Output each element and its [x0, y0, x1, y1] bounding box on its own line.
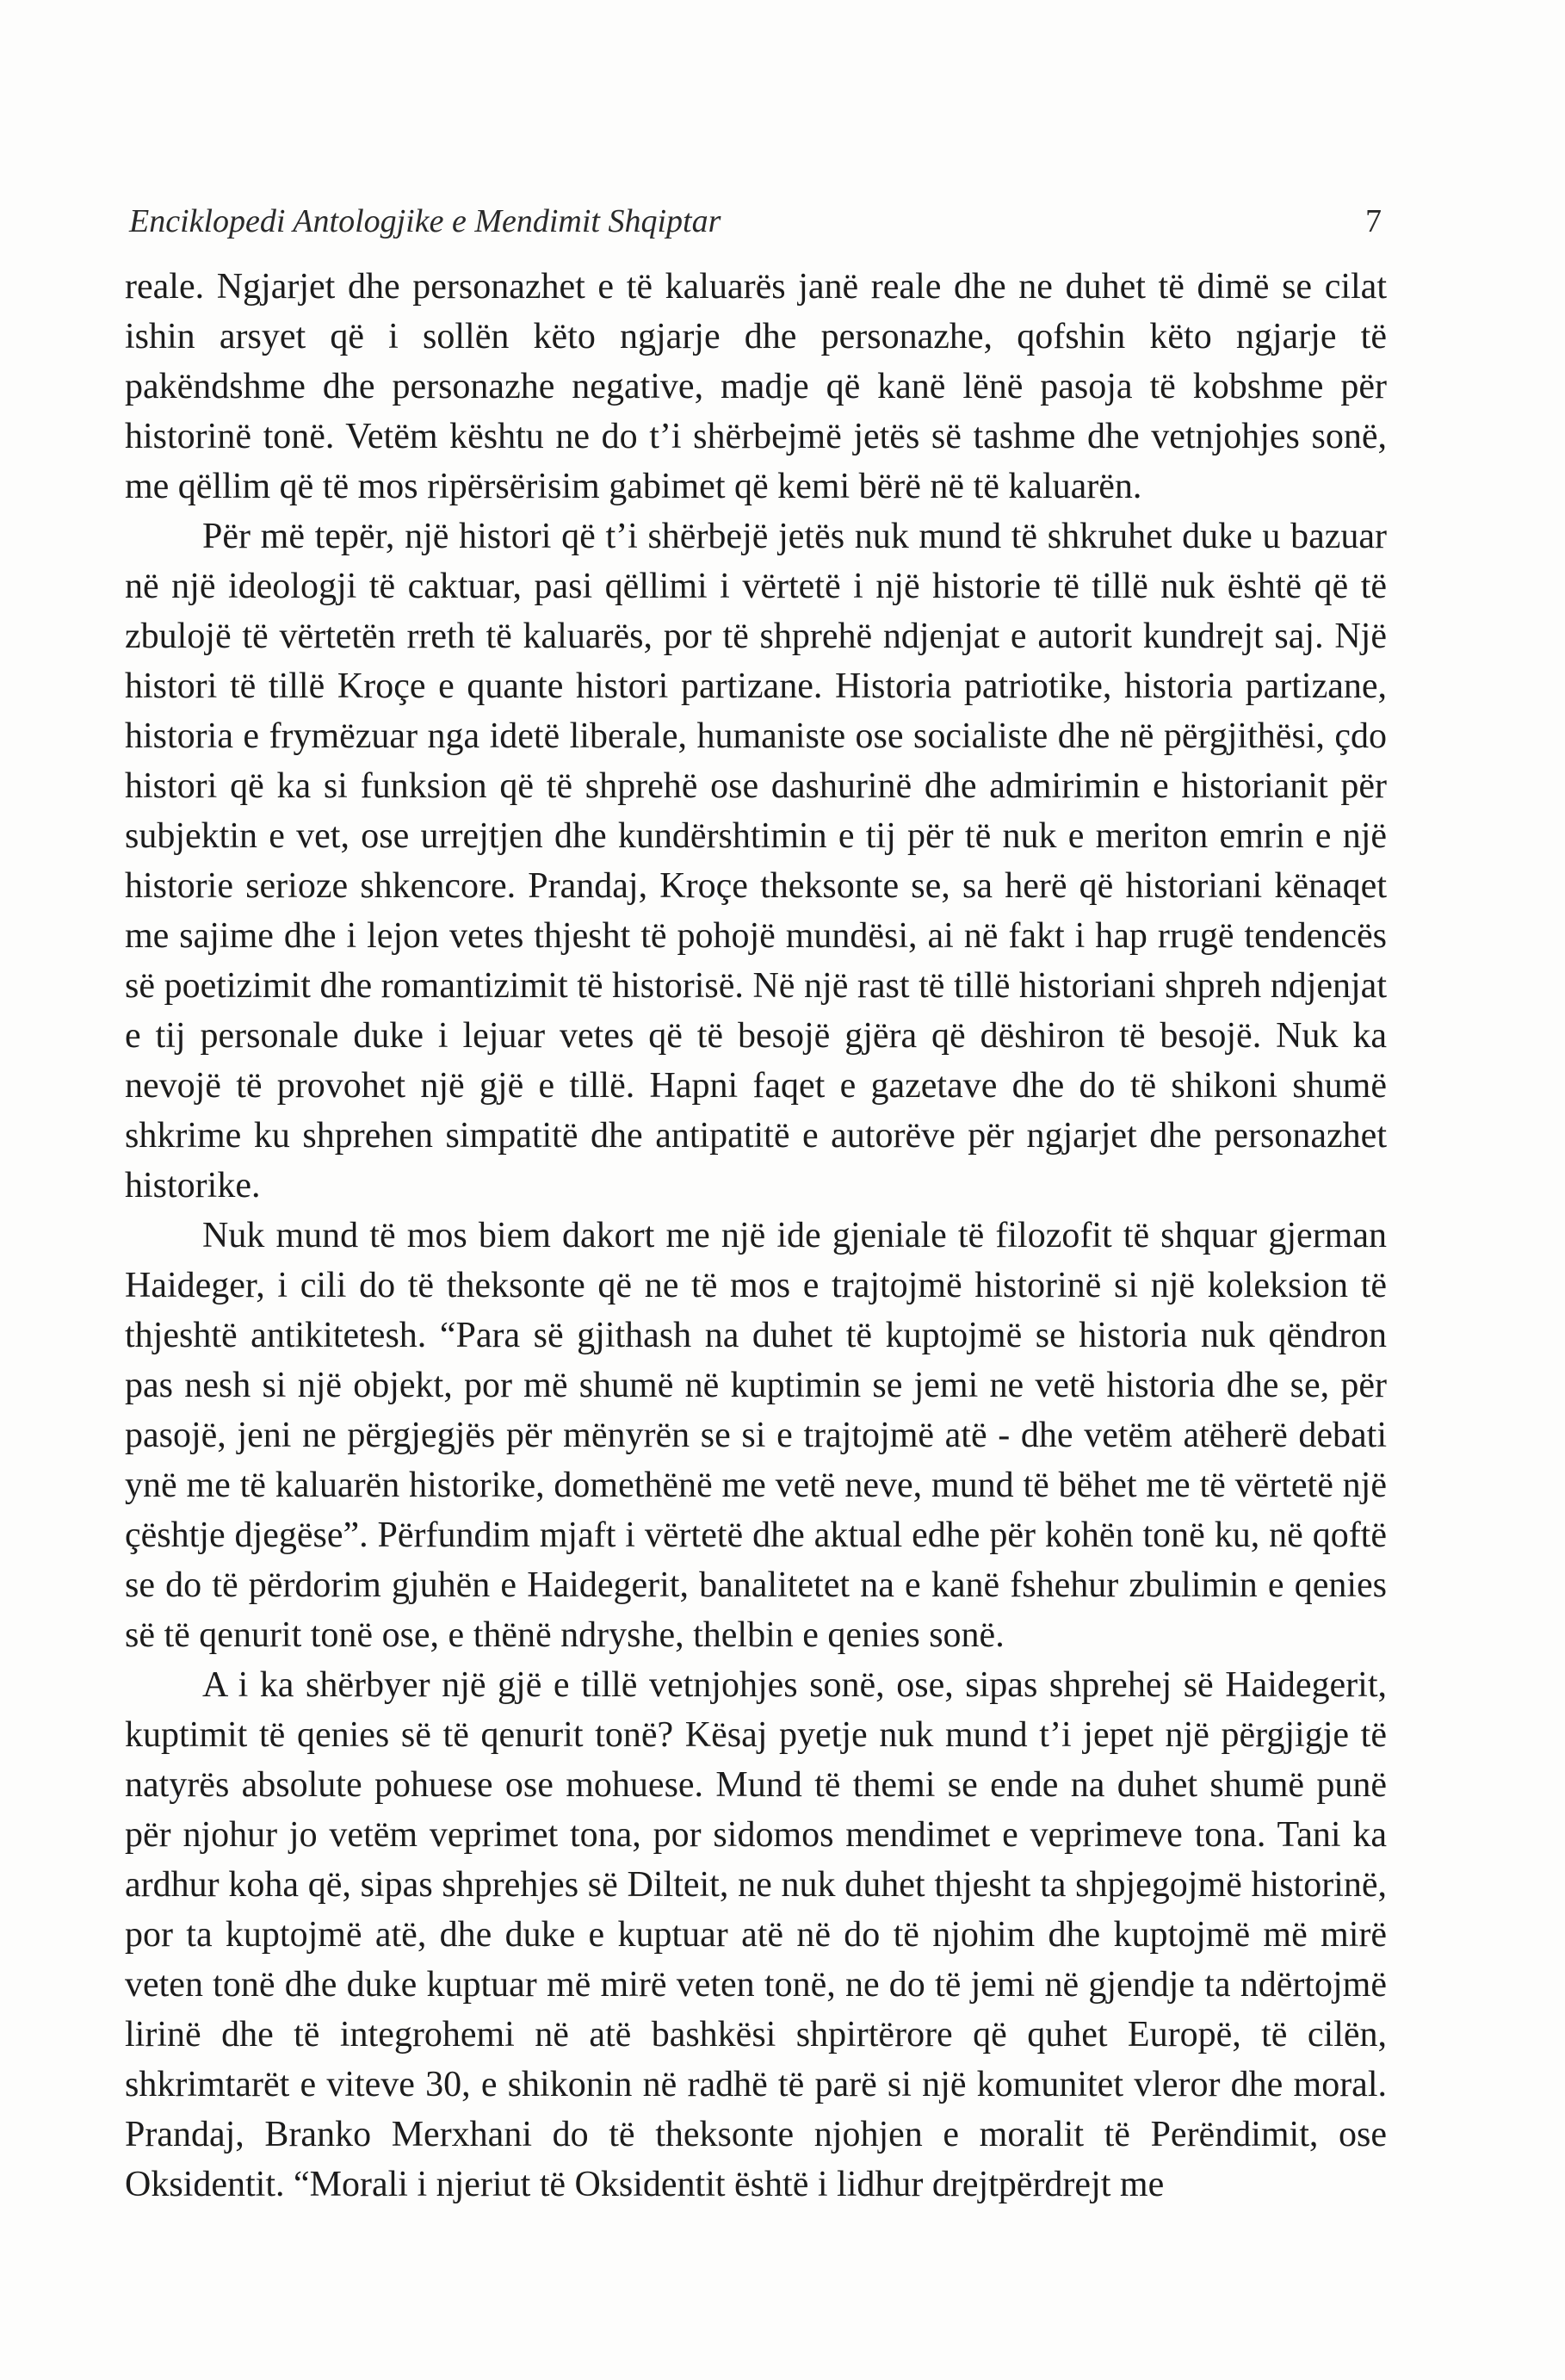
page-number: 7 — [1365, 203, 1382, 239]
paragraph: A i ka shërbyer një gjë e tillë vetnjohjes sonë, ose, sipas shprehej së Haidegerit, kuptimit të qenies së të qenurit tonë? Kësaj pyetje nuk mund t’i jepet një përgjigje të natyrës absolute pohuese ose mohuese. Mund të themi se ende na duhet shumë punë për njohur jo vetëm veprimet tona, por sidomos mendimet e veprimeve tona. Tani ka ardhur koha që, sipas shprehjes së Dilteit, ne nuk duhet thjesht ta shpjegojmë historinë, por ta kuptojmë atë, dhe duke e kuptuar atë në do të njohim dhe kuptojmë më mirë veten tonë dhe duke kuptuar më mirë veten tonë, ne do të jemi në gjendje ta ndërtojmë lirinë dhe të integrohemi në atë bashkësi shpirtërore që quhet Europë, të cilën, shkrimtarët e viteve 30, e shikonin në radhë të parë si një komunitet vleror dhe moral. Prandaj, Branko Merxhani do të theksonte njohjen e moralit të Perëndimit, ose Oksidentit. “Morali i njeriut të Oksidentit është i lidhur drejtpërdrejt me — [125, 1665, 1387, 2204]
paragraph: Për më tepër, një histori që t’i shërbejë jetës nuk mund të shkruhet duke u bazuar në një ideologji të caktuar, pasi qëllimi i vërtetë i një historie të tillë nuk është që të zbulojë të vërtetën rreth të kaluarës, por të shprehë ndjenjat e autorit kundrejt saj. Një histori të tillë Kroçe e quante histori partizane. Historia patriotike, historia partizane, historia e frymëzuar nga idetë liberale, humaniste ose socialiste dhe në përgjithësi, çdo histori që ka si funksion që të shprehë ose dashurinë dhe admirimin e historianit për subjektin e vet, ose urrejtjen dhe kundërshtimin e tij për të nuk e meriton emrin e një historie serioze shkencore. Prandaj, Kroçe theksonte se, sa herë që historiani kënaqet me sajime dhe i lejon vetes thjesht të pohojë mundësi, ai në fakt i hap rrugë tendencës së poetizimit dhe romantizimit të historisë. Në një rast të tillë historiani shpreh ndjenjat e tij personale duke i lejuar vetes që të besojë gjëra që dëshiron të besojë. Nuk ka nevojë të provohet një gjë e tillë. Hapni faqet e gazetave dhe do të shikoni shumë shkrime ku shprehen simpatitë dhe antipatitë e autorëve për ngjarjet dhe personazhet historike. — [125, 517, 1387, 1205]
running-head — [129, 202, 1382, 245]
paragraph: Nuk mund të mos biem dakort me një ide gjeniale të filozofit të shquar gjerman Haideger, i cili do të theksonte që ne të mos e trajtojmë historinë si një koleksion të thjeshtë antikitetesh. “Para së gjithash na duhet të kuptojmë se historia nuk qëndron pas nesh si një objekt, por më shumë në kuptimin se jemi ne vetë historia dhe se, për pasojë, jeni ne përgjegjës për mënyrën se si e trajtojmë atë - dhe vetëm atëherë debati ynë me të kaluarën historike, domethënë me vetë neve, mund të bëhet me të vërtetë një çështje djegëse”. Përfundim mjaft i vërtetë dhe aktual edhe për kohën tonë ku, në qoftë se do të përdorim gjuhën e Haidegerit, banalitetet na e kanë fshehur zbulimin e qenies së të qenurit tonë ose, e thënë ndryshe, thelbin e qenies sonë. — [125, 1216, 1387, 1655]
running-title: Enciklopedi Antologjike e Mendimit Shqiptar — [129, 203, 721, 239]
paragraph: reale. Ngjarjet dhe personazhet e të kaluarës janë reale dhe ne duhet të dimë se cilat ishin arsyet që i sollën këto ngjarje dhe personazhe, qofshin këto ngjarje të pakëndshme dhe personazhe negative, madje që kanë lënë pasoja të kobshme për historinë tonë. Vetëm kështu ne do t’i shërbejmë jetës së tashme dhe vetnjohjes sonë, me qëllim që të mos ripërsërisim gabimet që kemi bërë në të kaluarën. — [125, 267, 1387, 506]
body-text — [125, 262, 1387, 2210]
